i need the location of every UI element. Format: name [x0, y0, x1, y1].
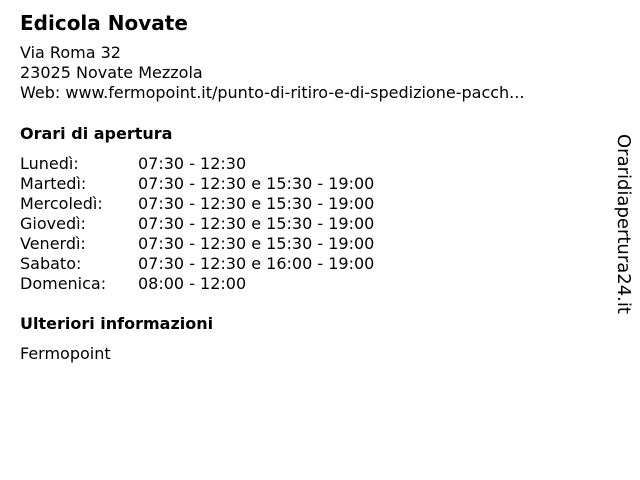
website-link[interactable]: Web: www.fermopoint.it/punto-di-ritiro-e-di-spedizione-pacch... [20, 83, 525, 102]
site-watermark [612, 134, 634, 314]
time-value: 07:30 - 12:30 e 15:30 - 19:00 [138, 174, 375, 193]
time-value: 07:30 - 12:30 e 15:30 - 19:00 [138, 234, 375, 253]
address-street: Via Roma 32 [20, 43, 121, 62]
day-label: Martedì: [20, 174, 87, 193]
store-name: Edicola Novate [20, 11, 188, 35]
day-label: Venerdì: [20, 234, 86, 253]
day-label: Lunedì: [20, 154, 79, 173]
address-city: 23025 Novate Mezzola [20, 63, 203, 82]
day-label: Mercoledì: [20, 194, 103, 213]
opening-hours-heading: Orari di apertura [20, 124, 173, 143]
time-value: 07:30 - 12:30 e 15:30 - 19:00 [138, 214, 375, 233]
time-value: 07:30 - 12:30 e 15:30 - 19:00 [138, 194, 375, 213]
site-watermark-text: Oraridiapertura24.it [613, 134, 634, 314]
time-value: 08:00 - 12:00 [138, 274, 247, 293]
additional-info-text: Fermopoint [20, 344, 111, 363]
time-value: 07:30 - 12:30 [138, 154, 247, 173]
day-label: Giovedì: [20, 214, 86, 233]
day-label: Domenica: [20, 274, 107, 293]
store-address [20, 43, 524, 103]
day-label: Sabato: [20, 254, 82, 273]
additional-info-heading: Ulteriori informazioni [20, 314, 214, 333]
time-value: 07:30 - 12:30 e 16:00 - 19:00 [138, 254, 375, 273]
